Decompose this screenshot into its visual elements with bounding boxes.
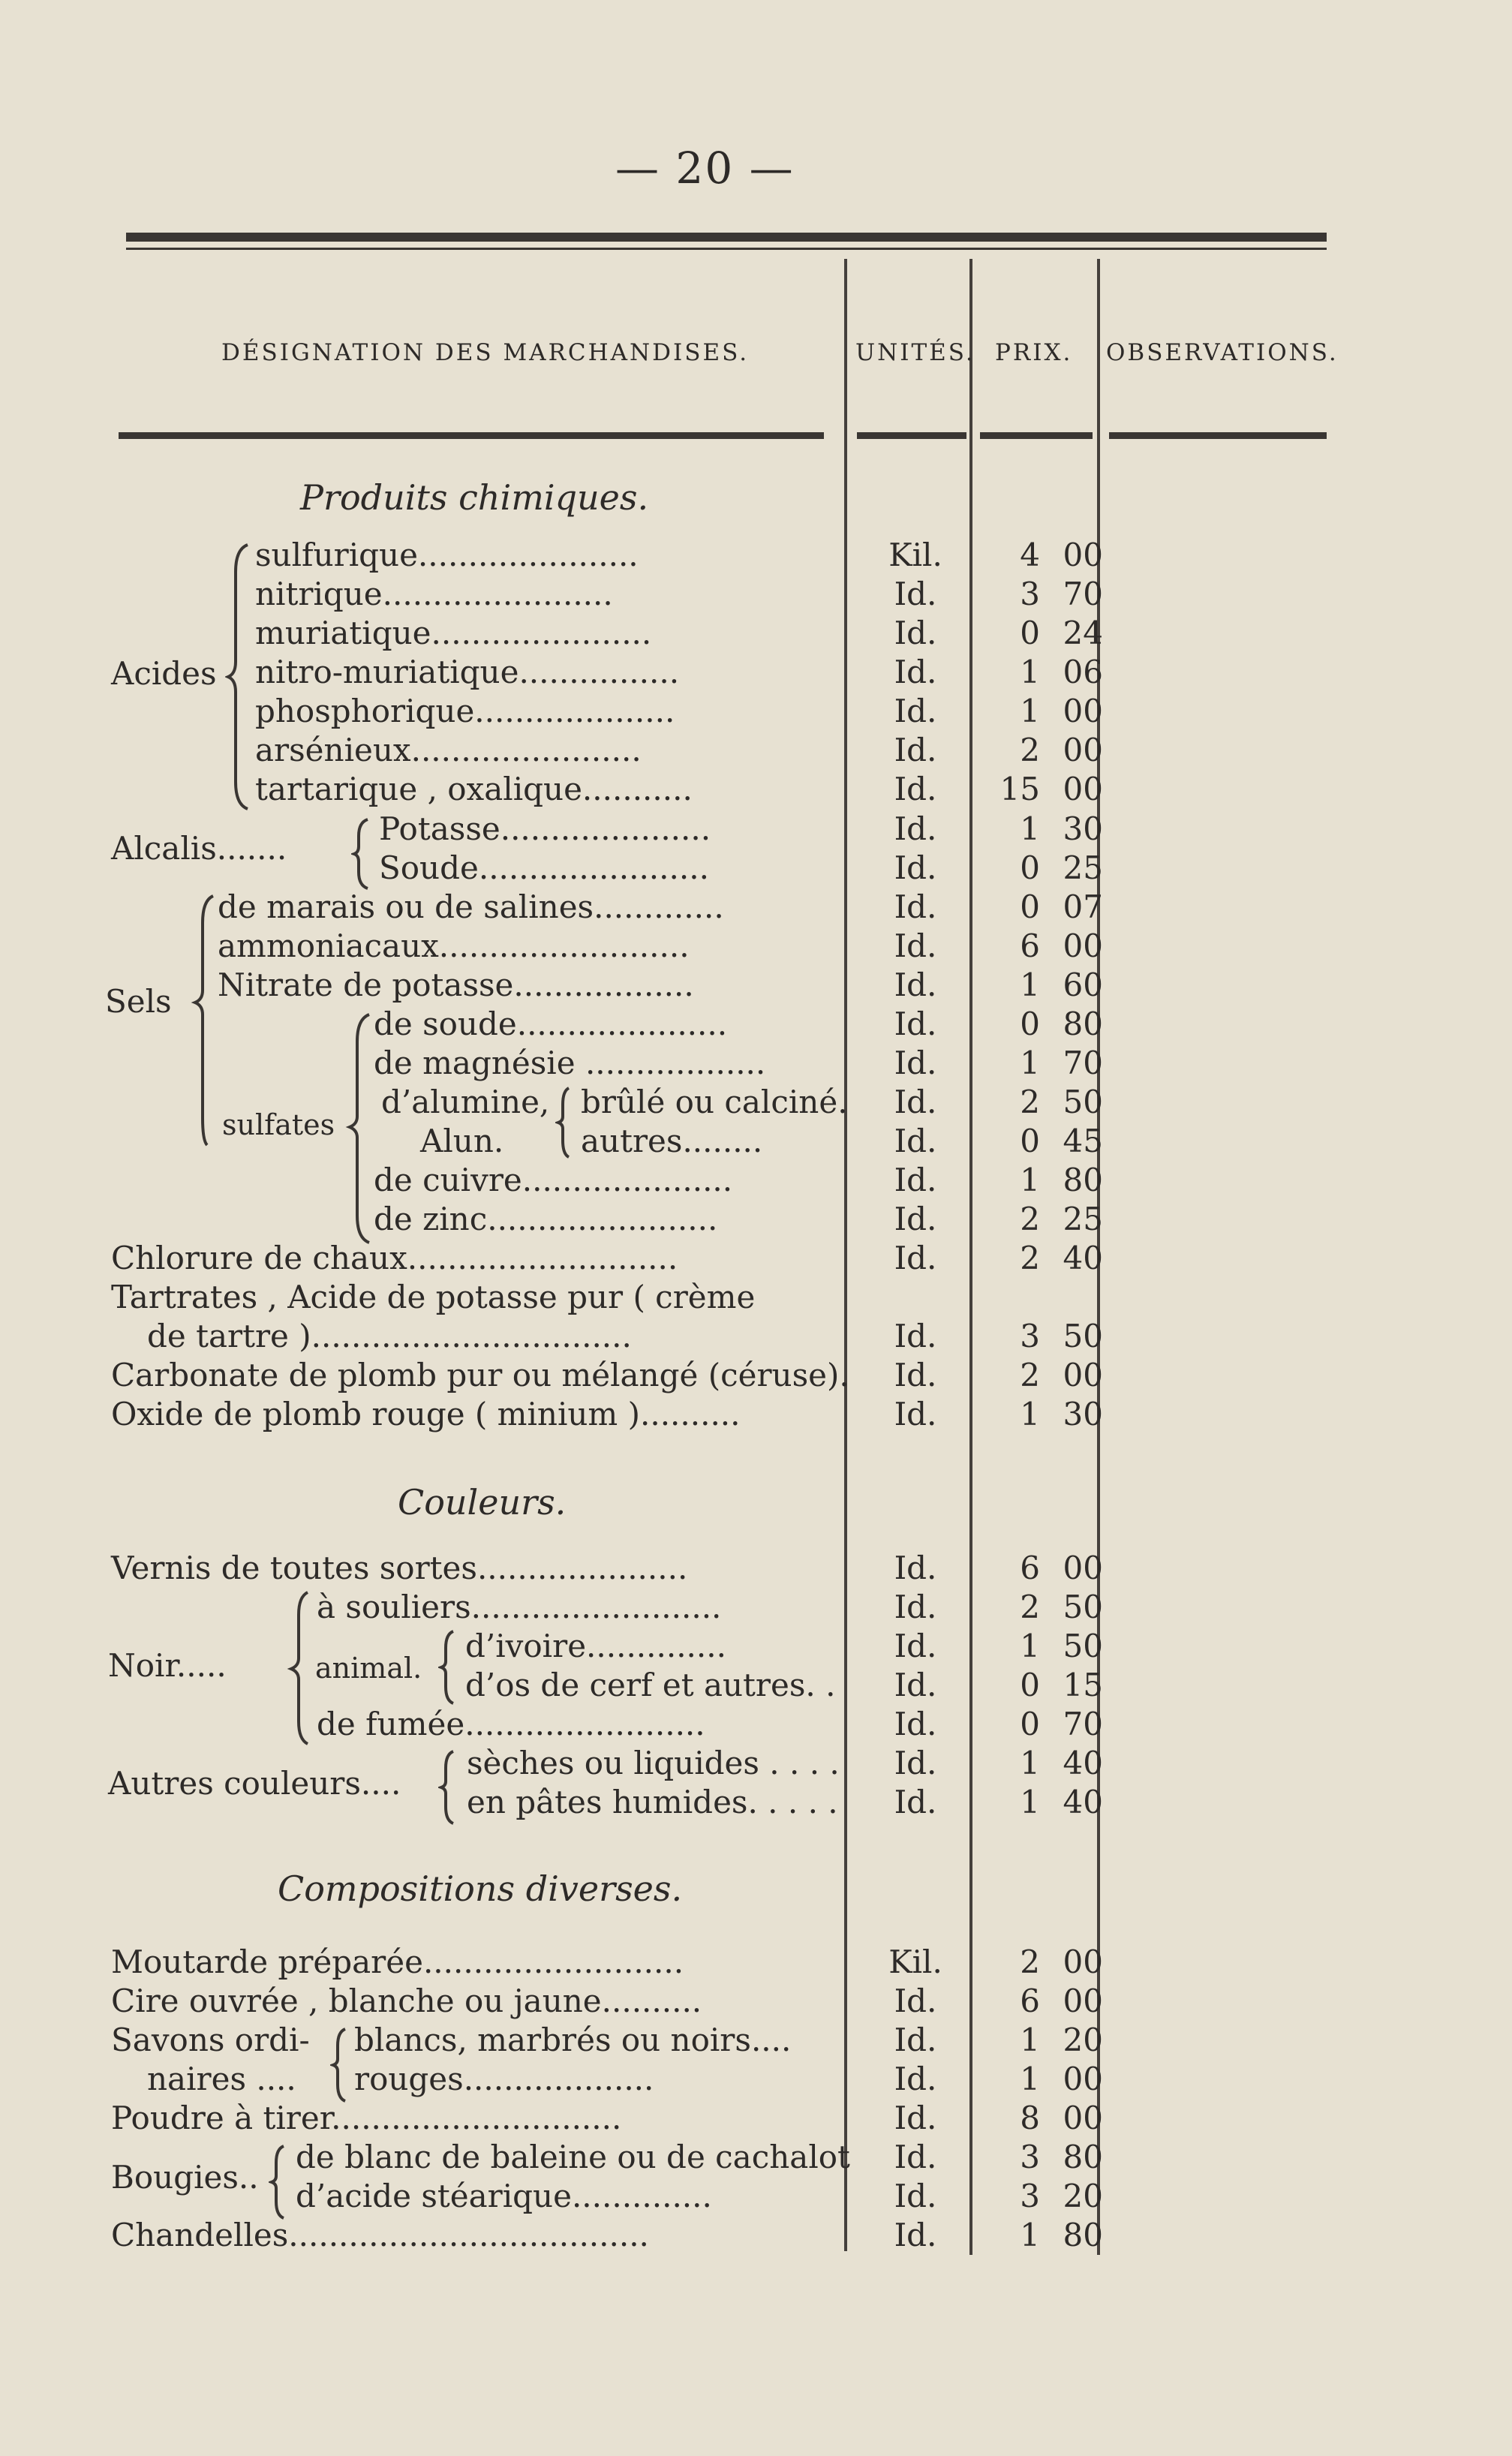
top-rule [126, 233, 1327, 242]
price-centimes: 20 [1063, 2022, 1103, 2058]
row-price [974, 966, 1103, 1004]
price-francs: 0 [1020, 1123, 1040, 1159]
row-price [974, 1589, 1103, 1626]
row-label: de magnésie .................. [374, 1045, 766, 1081]
brace-noir [285, 1589, 315, 1747]
section-title: Couleurs. [398, 1482, 567, 1523]
price-francs: 1 [1020, 1784, 1040, 1820]
price-centimes: 00 [1063, 1943, 1103, 1980]
row-price [974, 732, 1103, 769]
row-price [974, 1357, 1103, 1394]
header-unites: UNITÉS. [855, 339, 975, 366]
group-label-alcalis: Alcalis....... [111, 830, 287, 867]
price-francs: 1 [1020, 654, 1040, 690]
row-price [974, 849, 1103, 887]
row-price [974, 888, 1103, 926]
row-label: nitrique....................... [255, 576, 613, 612]
row-label: Soude....................... [379, 849, 709, 886]
row-price [974, 2100, 1103, 2137]
row-label: d’acide stéarique.............. [296, 2178, 712, 2214]
row-unit: Id. [894, 615, 937, 651]
row-unit: Id. [894, 1396, 937, 1432]
row-label: muriatique...................... [255, 615, 652, 651]
row-label: sulfurique...................... [255, 537, 639, 573]
page-number: — 20 — [615, 143, 795, 194]
price-francs: 8 [1020, 2100, 1040, 2136]
row-label: d’os de cerf et autres. . [465, 1667, 836, 1703]
row-label: sèches ou liquides . . . . [467, 1745, 840, 1781]
row-label: phosphorique.................... [255, 693, 675, 729]
row-label: ammoniacaux......................... [218, 927, 690, 964]
price-centimes: 40 [1063, 1784, 1103, 1820]
row-unit: Id. [894, 2022, 937, 2058]
price-francs: 1 [1020, 1045, 1040, 1081]
price-francs: 4 [1020, 537, 1040, 573]
price-francs: 1 [1020, 1396, 1040, 1432]
price-francs: 3 [1020, 2178, 1040, 2214]
price-francs: 15 [999, 771, 1040, 807]
price-centimes: 30 [1063, 810, 1103, 847]
row-price [974, 2061, 1103, 2098]
row-unit: Id. [894, 1983, 937, 2019]
price-centimes: 24 [1063, 615, 1103, 651]
row-label: Tartrates , Acide de potasse pur ( crème [111, 1279, 756, 1315]
price-francs: 1 [1020, 966, 1040, 1003]
row-unit: Id. [894, 1123, 937, 1159]
row-price [974, 1045, 1103, 1082]
brace-animal [438, 1628, 461, 1706]
price-francs: 1 [1020, 693, 1040, 729]
price-centimes: 15 [1063, 1667, 1103, 1703]
row-label: d’ivoire.............. [465, 1628, 726, 1664]
row-unit: Id. [894, 576, 937, 612]
price-francs: 2 [1020, 1943, 1040, 1980]
header-rule-unites [857, 432, 966, 439]
row-unit: Kil. [888, 1943, 942, 1980]
row-unit: Id. [894, 966, 937, 1003]
row-label: Chandelles.................................... [111, 2217, 649, 2253]
group-label-autres-couleurs: Autres couleurs.... [108, 1765, 401, 1802]
price-centimes: 50 [1063, 1589, 1103, 1625]
row-price [974, 1628, 1103, 1665]
row-unit: Id. [894, 1357, 937, 1393]
row-label: tartarique , oxalique........... [255, 771, 693, 807]
row-unit: Id. [894, 1784, 937, 1820]
header-designation: DÉSIGNATION DES MARCHANDISES. [221, 339, 750, 366]
header-observations: OBSERVATIONS. [1106, 339, 1339, 366]
section-title: Produits chimiques. [300, 477, 649, 518]
row-price [974, 576, 1103, 613]
row-price [974, 1667, 1103, 1704]
price-francs: 1 [1020, 1745, 1040, 1781]
row-unit: Id. [894, 1162, 937, 1198]
price-francs: 0 [1020, 888, 1040, 925]
group-label-noir: Noir..... [108, 1647, 227, 1684]
row-price [974, 1318, 1103, 1355]
row-label: arsénieux....................... [255, 732, 642, 768]
row-price [974, 1983, 1103, 2020]
row-price [974, 1745, 1103, 1782]
price-centimes: 00 [1063, 537, 1103, 573]
price-centimes: 00 [1063, 1550, 1103, 1586]
row-label: Moutarde préparée.......................... [111, 1943, 684, 1980]
price-francs: 2 [1020, 732, 1040, 768]
price-francs: 2 [1020, 1084, 1040, 1120]
row-price [974, 654, 1103, 691]
row-price [974, 2178, 1103, 2215]
row-label: rouges................... [354, 2061, 654, 2097]
price-francs: 2 [1020, 1589, 1040, 1625]
price-centimes: 00 [1063, 771, 1103, 807]
row-unit: Id. [894, 1240, 937, 1276]
price-centimes: 45 [1063, 1123, 1103, 1159]
price-francs: 0 [1020, 1667, 1040, 1703]
row-price [974, 1084, 1103, 1121]
price-francs: 1 [1020, 2022, 1040, 2058]
price-centimes: 50 [1063, 1318, 1103, 1354]
column-divider-designation [844, 259, 847, 2251]
group-label-bougies: Bougies.. [111, 2159, 259, 2196]
row-label: de tartre )................................ [147, 1318, 632, 1354]
price-francs: 2 [1020, 1201, 1040, 1237]
row-unit: Id. [894, 1045, 937, 1081]
price-centimes: 60 [1063, 966, 1103, 1003]
price-centimes: 80 [1063, 2217, 1103, 2253]
row-label: blancs, marbrés ou noirs.... [354, 2022, 792, 2058]
row-price [974, 1943, 1103, 1981]
row-price [974, 771, 1103, 808]
price-centimes: 00 [1063, 2061, 1103, 2097]
price-francs: 1 [1020, 810, 1040, 847]
row-label: Nitrate de potasse.................. [218, 966, 694, 1003]
price-centimes: 70 [1063, 1045, 1103, 1081]
price-centimes: 00 [1063, 693, 1103, 729]
price-centimes: 00 [1063, 1983, 1103, 2019]
price-centimes: 25 [1063, 849, 1103, 886]
row-price [974, 1123, 1103, 1160]
row-price [974, 810, 1103, 848]
row-price [974, 2139, 1103, 2176]
row-label: à souliers......................... [317, 1589, 722, 1625]
row-unit: Id. [894, 888, 937, 925]
header-rule-prix [980, 432, 1093, 439]
section-title: Compositions diverses. [278, 1868, 683, 1909]
group-label-animal: animal. [315, 1652, 422, 1685]
brace-autres-couleurs [438, 1748, 461, 1826]
row-label-secondary: autres........ [581, 1123, 763, 1159]
price-francs: 0 [1020, 849, 1040, 886]
price-centimes: 06 [1063, 654, 1103, 690]
row-unit: Id. [894, 810, 937, 847]
price-centimes: 00 [1063, 1357, 1103, 1393]
row-unit: Id. [894, 1318, 937, 1354]
price-francs: 2 [1020, 1240, 1040, 1276]
brace-savons [330, 2026, 353, 2104]
price-francs: 3 [1020, 2139, 1040, 2175]
price-francs: 1 [1020, 2061, 1040, 2097]
price-centimes: 70 [1063, 576, 1103, 612]
row-price [974, 1706, 1103, 1743]
brace-bougies [269, 2143, 291, 2221]
row-label-secondary: brûlé ou calciné. [581, 1084, 848, 1120]
row-label: Oxide de plomb rouge ( minium ).......... [111, 1396, 741, 1432]
row-unit: Id. [894, 732, 937, 768]
price-centimes: 50 [1063, 1628, 1103, 1664]
row-label: nitro-muriatique................ [255, 654, 680, 690]
top-rule-thin [126, 248, 1327, 250]
column-divider-unites [969, 259, 972, 2255]
row-price [974, 2217, 1103, 2254]
row-unit: Id. [894, 1667, 937, 1703]
price-centimes: 07 [1063, 888, 1103, 925]
row-unit: Id. [894, 654, 937, 690]
price-centimes: 50 [1063, 1084, 1103, 1120]
row-unit: Id. [894, 2100, 937, 2136]
header-rule-observations [1109, 432, 1327, 439]
row-unit: Id. [894, 1589, 937, 1625]
row-unit: Id. [894, 1084, 937, 1120]
row-unit: Id. [894, 1628, 937, 1664]
price-francs: 6 [1020, 1983, 1040, 2019]
row-label: d’alumine, [381, 1084, 550, 1120]
row-price [974, 1784, 1103, 1821]
price-francs: 6 [1020, 927, 1040, 964]
row-unit: Id. [894, 849, 937, 886]
price-centimes: 80 [1063, 1162, 1103, 1198]
row-price [974, 537, 1103, 574]
row-price [974, 1240, 1103, 1277]
row-unit: Id. [894, 2061, 937, 2097]
row-price [974, 1279, 1103, 1316]
header-prix: PRIX. [995, 339, 1073, 366]
row-unit: Id. [894, 2217, 937, 2253]
row-price [974, 1006, 1103, 1043]
row-unit: Id. [894, 2178, 937, 2214]
price-centimes: 80 [1063, 1006, 1103, 1042]
price-francs: 6 [1020, 1550, 1040, 1586]
row-label: en pâtes humides. . . . . [467, 1784, 838, 1820]
price-francs: 2 [1020, 1357, 1040, 1393]
row-label: Cire ouvrée , blanche ou jaune.......... [111, 1983, 702, 2019]
row-price [974, 1201, 1103, 1238]
price-francs: 0 [1020, 615, 1040, 651]
row-label: Potasse..................... [379, 810, 711, 847]
row-label: Poudre à tirer............................. [111, 2100, 622, 2136]
row-unit: Id. [894, 1745, 937, 1781]
row-unit: Id. [894, 1550, 937, 1586]
row-label: de marais ou de salines............. [218, 888, 724, 925]
row-label: de soude..................... [374, 1006, 728, 1042]
price-francs: 1 [1020, 1628, 1040, 1664]
row-unit: Id. [894, 693, 937, 729]
price-francs: 0 [1020, 1006, 1040, 1042]
price-centimes: 40 [1063, 1240, 1103, 1276]
price-centimes: 40 [1063, 1745, 1103, 1781]
row-price [974, 2022, 1103, 2059]
row-label: de zinc....................... [374, 1201, 718, 1237]
group-label-sels: Sels [105, 983, 172, 1020]
header-rule-designation [119, 432, 824, 439]
price-francs: 0 [1020, 1706, 1040, 1742]
row-price [974, 615, 1103, 652]
brace-alumine [555, 1085, 578, 1160]
row-unit: Id. [894, 2139, 937, 2175]
row-label: Alun. [420, 1123, 504, 1159]
row-unit: Kil. [888, 537, 942, 573]
price-centimes: 70 [1063, 1706, 1103, 1742]
price-centimes: 00 [1063, 2100, 1103, 2136]
row-price [974, 1550, 1103, 1587]
group-label-savons-cont: naires .... [147, 2061, 296, 2097]
price-francs: 3 [1020, 1318, 1040, 1354]
brace-alcalis [351, 816, 374, 891]
row-unit: Id. [894, 771, 937, 807]
price-centimes: 00 [1063, 927, 1103, 964]
price-centimes: 20 [1063, 2178, 1103, 2214]
price-centimes: 25 [1063, 1201, 1103, 1237]
price-francs: 1 [1020, 2217, 1040, 2253]
group-label-sulfates: sulfates [222, 1108, 335, 1141]
price-centimes: 30 [1063, 1396, 1103, 1432]
row-label: Vernis de toutes sortes..................... [111, 1550, 688, 1586]
group-label-acides: Acides [111, 655, 217, 692]
row-label: Carbonate de plomb pur ou mélangé (céruse). [111, 1357, 849, 1393]
group-label-savons: Savons ordi- [111, 2022, 310, 2058]
row-label: Chlorure de chaux........................... [111, 1240, 678, 1276]
row-unit: Id. [894, 927, 937, 964]
row-price [974, 927, 1103, 965]
row-label: de cuivre..................... [374, 1162, 733, 1198]
price-centimes: 80 [1063, 2139, 1103, 2175]
price-francs: 3 [1020, 576, 1040, 612]
row-price [974, 1162, 1103, 1199]
price-centimes: 00 [1063, 732, 1103, 768]
row-label: de fumée........................ [317, 1706, 705, 1742]
row-price [974, 1396, 1103, 1433]
brace-sulfates [345, 1012, 375, 1246]
price-francs: 1 [1020, 1162, 1040, 1198]
brace-sels [191, 893, 221, 1148]
row-unit: Id. [894, 1706, 937, 1742]
brace-acides [225, 542, 255, 812]
row-price [974, 693, 1103, 730]
row-unit: Id. [894, 1006, 937, 1042]
row-unit: Id. [894, 1201, 937, 1237]
row-label: de blanc de baleine ou de cachalot [296, 2139, 850, 2175]
